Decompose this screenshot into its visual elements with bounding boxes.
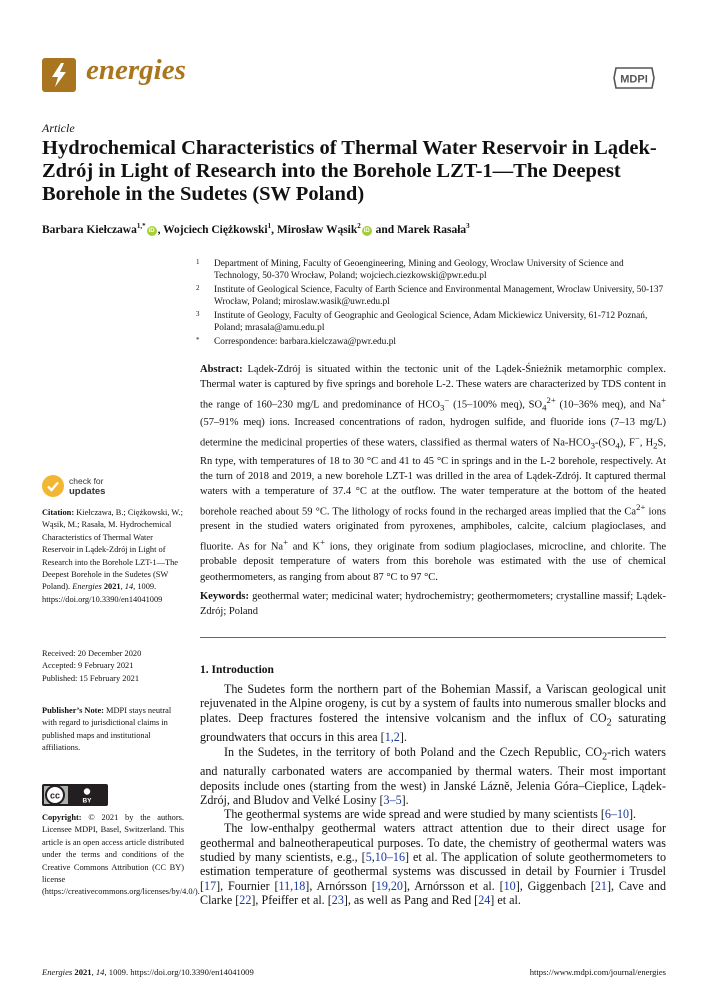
footer-year: 2021: [74, 967, 92, 977]
abstract-text: ), F: [619, 437, 635, 449]
footer-journal: Energies: [42, 967, 73, 977]
reference-link[interactable]: 1,2: [384, 730, 400, 745]
author-affiliation-mark: 2: [357, 222, 361, 230]
author-name[interactable]: Mirosław Wąsik: [276, 223, 358, 236]
citation-doi[interactable]: , 1009. https://doi.org/10.3390/en14041009: [42, 582, 163, 604]
keywords-text: geothermal water; medicinal water; hydrochemistry; geothermometers; crystalline massif; Lądek-Zdrój; Poland: [200, 591, 666, 618]
paragraph-text: ], Pfeiffer et al. [: [251, 892, 332, 907]
paragraph-text: The Sudetes form the northern part of the Bohemian Massif, a Variscan geological unit rejuvenated in the Alpine orogeny, is cut by a system of faults into numerous smaller blocks and plates. Deep fractures fostered the intensive volcanism and the influx of CO: [200, 682, 666, 725]
author-name[interactable]: Barbara Kiełczawa: [42, 223, 137, 236]
subscript: 3: [439, 402, 445, 413]
author-affiliation-mark: 1: [267, 222, 272, 230]
abstract-text: -(SO: [594, 437, 616, 449]
author-affiliation-mark: 3: [466, 222, 470, 230]
cc-icon: cc: [49, 790, 61, 801]
affiliations: [196, 258, 666, 350]
mdpi-logo[interactable]: [610, 64, 658, 92]
paragraph-text: The low-enthalpy geothermal waters attract attention due to their direct usage for geothermal and balneotherapeutical purposes. To date, the chemistry of geothermal waters was studied by many scientists, e.g., [: [200, 821, 666, 865]
superscript: −: [634, 432, 640, 443]
affiliation-text: Institute of Geology, Faculty of Geographic and Geological Science, Adam Mickiewicz University, 61-712 Poznań, Poland; mrasala@amu.edu.pl: [214, 311, 648, 333]
citation-journal: Energies: [72, 582, 102, 592]
reference-link[interactable]: 11,18: [278, 878, 306, 893]
paragraph-text: In the Sudetes, in the territory of both Poland and the Czech Republic, CO: [224, 744, 603, 759]
publisher-note: [42, 705, 184, 755]
orcid-icon[interactable]: iD: [148, 227, 155, 234]
reference-link[interactable]: 10–16: [374, 850, 405, 865]
abstract-text: (15–100% meq), SO: [449, 399, 543, 411]
subscript: 4: [542, 402, 547, 413]
affiliation-item: [196, 258, 666, 282]
paragraph-text: ], Giggenbach [: [515, 878, 595, 893]
journal-logo: [42, 58, 76, 92]
orcid-icon[interactable]: iD: [363, 227, 370, 234]
paragraph-text: The geothermal systems are wide spread and were studied by many scientists [: [224, 807, 605, 822]
paragraph-text: ].: [629, 807, 637, 822]
affiliation-text: Correspondence: barbara.kielczawa@pwr.edu.pl: [214, 337, 396, 347]
paragraph: [200, 745, 666, 808]
article-type: Article: [42, 121, 75, 135]
superscript: 2+: [546, 394, 556, 405]
received-date: Received: 20 December 2020: [42, 649, 142, 658]
by-icon: BY: [82, 797, 92, 805]
citation-volume: 14: [124, 582, 134, 592]
subscript: 3: [590, 440, 595, 451]
reference-link[interactable]: 5: [365, 850, 372, 865]
citation-block: Citation: Kiełczawa, B.; Ciężkowski, W.; Wąsik, M.; Rasała, M. Hydrochemical Characteristics of Thermal Water Reservoir in Lądek-Zdrój in Light of Research into the Borehole LZT-1—The Deepest Borehole in the Sudetes (SW Poland). Energies 2021, 14, 1009. https://doi.org/10.3390/en14041009: [42, 508, 183, 604]
paragraph-text: ], Arnórsson et al. [: [402, 878, 504, 893]
paragraph: [200, 682, 666, 745]
section-heading: 1. Introduction: [200, 664, 274, 676]
affiliation-number: 2: [196, 284, 200, 292]
keywords: [200, 589, 666, 620]
published-date: Published: 15 February 2021: [42, 673, 140, 683]
paragraph-text: -rich waters and naturally carbonated waters are accompanied by thermal waters. Their most important deposits include ones (starting from the west) in Janské Lázně, Jelenia Góra–Cieplice, Lądek-Zdrój, and Bludov and Velké Losiny [: [200, 744, 667, 807]
reference-link[interactable]: 19,20: [375, 878, 403, 893]
superscript: +: [320, 536, 326, 547]
abstract-label: Abstract:: [200, 364, 243, 375]
paragraph-text: ,: [371, 850, 375, 865]
author-separator: ,: [271, 223, 277, 236]
author-list: [42, 222, 470, 236]
affiliation-number: 3: [196, 310, 200, 318]
abstract-text: and K: [288, 541, 321, 553]
abstract-text: Lądek-Zdrój is situated within the tectonic unit of the Lądek-Śnieżnik metamorphic complex. Thermal water is captured by five springs and borehole L-2. These waters are characterized by TDS content in the range of 160–230 mg/L and predominance of HCO: [200, 364, 666, 411]
abstract-text: (57–91% meq) ions. Increased concentrations of radon, hydrogen sulfide, and fluoride ions (7–13 mg/L) determine the medicinal properties of these waters, classified as thermal waters of Na-HCO: [200, 417, 666, 449]
citation-year: 2021: [103, 582, 121, 592]
subscript: 2: [653, 440, 658, 451]
paragraph-text: saturating groundwaters that occurs in this area [: [200, 710, 667, 745]
accepted-date: Accepted: 9 February 2021: [42, 661, 134, 671]
abstract: [200, 362, 666, 585]
subscript: 2: [602, 751, 608, 762]
reference-link[interactable]: 21: [594, 878, 607, 893]
affiliation-number: 1: [196, 258, 200, 266]
copyright-label: Copyright:: [42, 813, 82, 822]
superscript: 2+: [636, 501, 646, 512]
footer-citation: Energies 2021, 14, 1009. https://doi.org/10.3390/en14041009: [42, 967, 254, 977]
abstract-text: S, Rn type, with temperatures of 18 to 30 °C and 41 to 45 °C in springs and in the L-2 borehole, respectively. At the turn of 2018 and 2019, a new borehole LZT-1 was drilled in the area of Lądek-Zdrój. It captured thermal waters with a temperature of 37.4 °C at the outflow. The water temperature at the bottom of the heated borehole reached about 59 °C. The lithology of rocks found in the recharged areas implied that the Ca: [200, 437, 666, 518]
author-name[interactable]: Wojciech Ciężkowski: [163, 223, 268, 236]
article-dates: [42, 648, 184, 685]
paragraph-text: ], Arnórsson [: [305, 878, 376, 893]
author-name[interactable]: Marek Rasała: [397, 223, 467, 236]
reference-link[interactable]: 10: [503, 878, 516, 893]
footer-journal-url[interactable]: https://www.mdpi.com/journal/energies: [529, 967, 666, 977]
copyright-notice: [42, 812, 200, 899]
superscript: +: [661, 394, 666, 405]
publisher-note-label: Publisher’s Note:: [42, 706, 104, 715]
author-separator: ,: [157, 223, 164, 236]
reference-link[interactable]: 24: [478, 892, 491, 907]
reference-link[interactable]: 22: [239, 892, 252, 907]
paragraph-text: ], Cave and Clarke [: [200, 878, 666, 907]
abstract-text: , H: [639, 437, 654, 449]
paragraph: [200, 821, 666, 907]
mdpi-logo-text: MDPI: [620, 73, 648, 86]
superscript: −: [444, 394, 450, 405]
abstract-text: (10–36% meq), and Na: [555, 399, 662, 411]
abstract-text: ions present in the studied waters originated from pyroxenes, amphiboles, calcite, calcium plagioclases, and fluorite. As for Na: [200, 506, 666, 553]
journal-name[interactable]: energies: [86, 54, 186, 86]
check-updates-line1: check for: [69, 476, 104, 486]
paragraph-text: ].: [399, 730, 407, 745]
reference-link[interactable]: 3–5: [383, 792, 402, 807]
paragraph-text: ] et al. The application of solute geothermometers to estimation temperature of geothermal systems was discussed in detail by Fournier i Trusdel [: [200, 850, 666, 893]
affiliation-text: Department of Mining, Faculty of Geoengineering, Mining and Geology, Wroclaw University of Science and Technology, 50-370 Wrocław, Poland; wojciech.ciezkowski@pwr.edu.pl: [214, 259, 624, 281]
affiliation-item: [196, 310, 666, 334]
paragraph-text: ].: [401, 792, 409, 807]
paragraph-text: ], as well as Pang and Red [: [343, 892, 479, 907]
paragraph-text: ] et al.: [490, 892, 521, 907]
author-affiliation-mark: 1,*: [136, 222, 146, 230]
copyright-text: © 2021 by the authors. Licensee MDPI, Basel, Switzerland. This article is an open access article distributed under the terms and conditions of the Creative Commons Attribution (CC BY) license (https://creativecommons.org/licenses/by/4.0/).: [42, 813, 200, 897]
paragraph-text: ], Fournier [: [216, 878, 279, 893]
cc-by-license-badge[interactable]: [42, 784, 108, 806]
publisher-note-text: MDPI stays neutral with regard to jurisdictional claims in published maps and institutional affiliations.: [42, 706, 172, 753]
lightning-bolt-icon: [42, 58, 76, 92]
affiliation-item: [196, 336, 666, 348]
reference-link[interactable]: 23: [331, 892, 344, 907]
section-divider: [200, 637, 666, 638]
subscript: 4: [615, 440, 620, 451]
subscript: 2: [606, 717, 612, 728]
citation-text: Kiełczawa, B.; Ciężkowski, W.; Wąsik, M.; Rasała, M. Hydrochemical Characteristics of Thermal Water Reservoir in Lądek-Zdrój in Light of Research into the Borehole LZT-1—The Deepest Borehole in the Sudetes (SW Poland).: [42, 508, 183, 592]
check-for-updates-button[interactable]: [42, 475, 162, 501]
affiliation-number: *: [196, 336, 200, 344]
check-updates-icon: [42, 475, 64, 497]
affiliation-text: Institute of Geological Science, Faculty of Earth Science and Environmental Management, Wroclaw University, 50-137 Wrocław, Poland; miroslaw.wasik@uwr.edu.pl: [214, 285, 664, 307]
footer-doi[interactable]: , 1009. https://doi.org/10.3390/en14041009: [104, 967, 254, 977]
reference-link[interactable]: 6–10: [604, 807, 630, 822]
keywords-label: Keywords:: [200, 591, 249, 602]
reference-link[interactable]: 17: [204, 878, 217, 893]
paragraph: [200, 807, 666, 821]
affiliation-item: [196, 284, 666, 308]
superscript: +: [283, 536, 289, 547]
citation-label: Citation:: [42, 508, 75, 517]
abstract-text: ions, they originate from sodium plagioclases, microcline, and chlorite. The probable deposit temperature of waters from this borehole was estimated with the use of chemical geothermometers, as ranging from about 87 °C to 97 °C.: [200, 541, 667, 583]
footer-volume: 14: [95, 967, 105, 977]
article-title: Hydrochemical Characteristics of Thermal Water Reservoir in Lądek-Zdrój in Light of Research into the Borehole LZT-1—The Deepest Borehole in the Sudetes (SW Poland): [42, 137, 657, 205]
introduction-body: [200, 682, 666, 907]
author-separator: and: [372, 223, 398, 236]
check-updates-line2: updates: [69, 486, 106, 497]
